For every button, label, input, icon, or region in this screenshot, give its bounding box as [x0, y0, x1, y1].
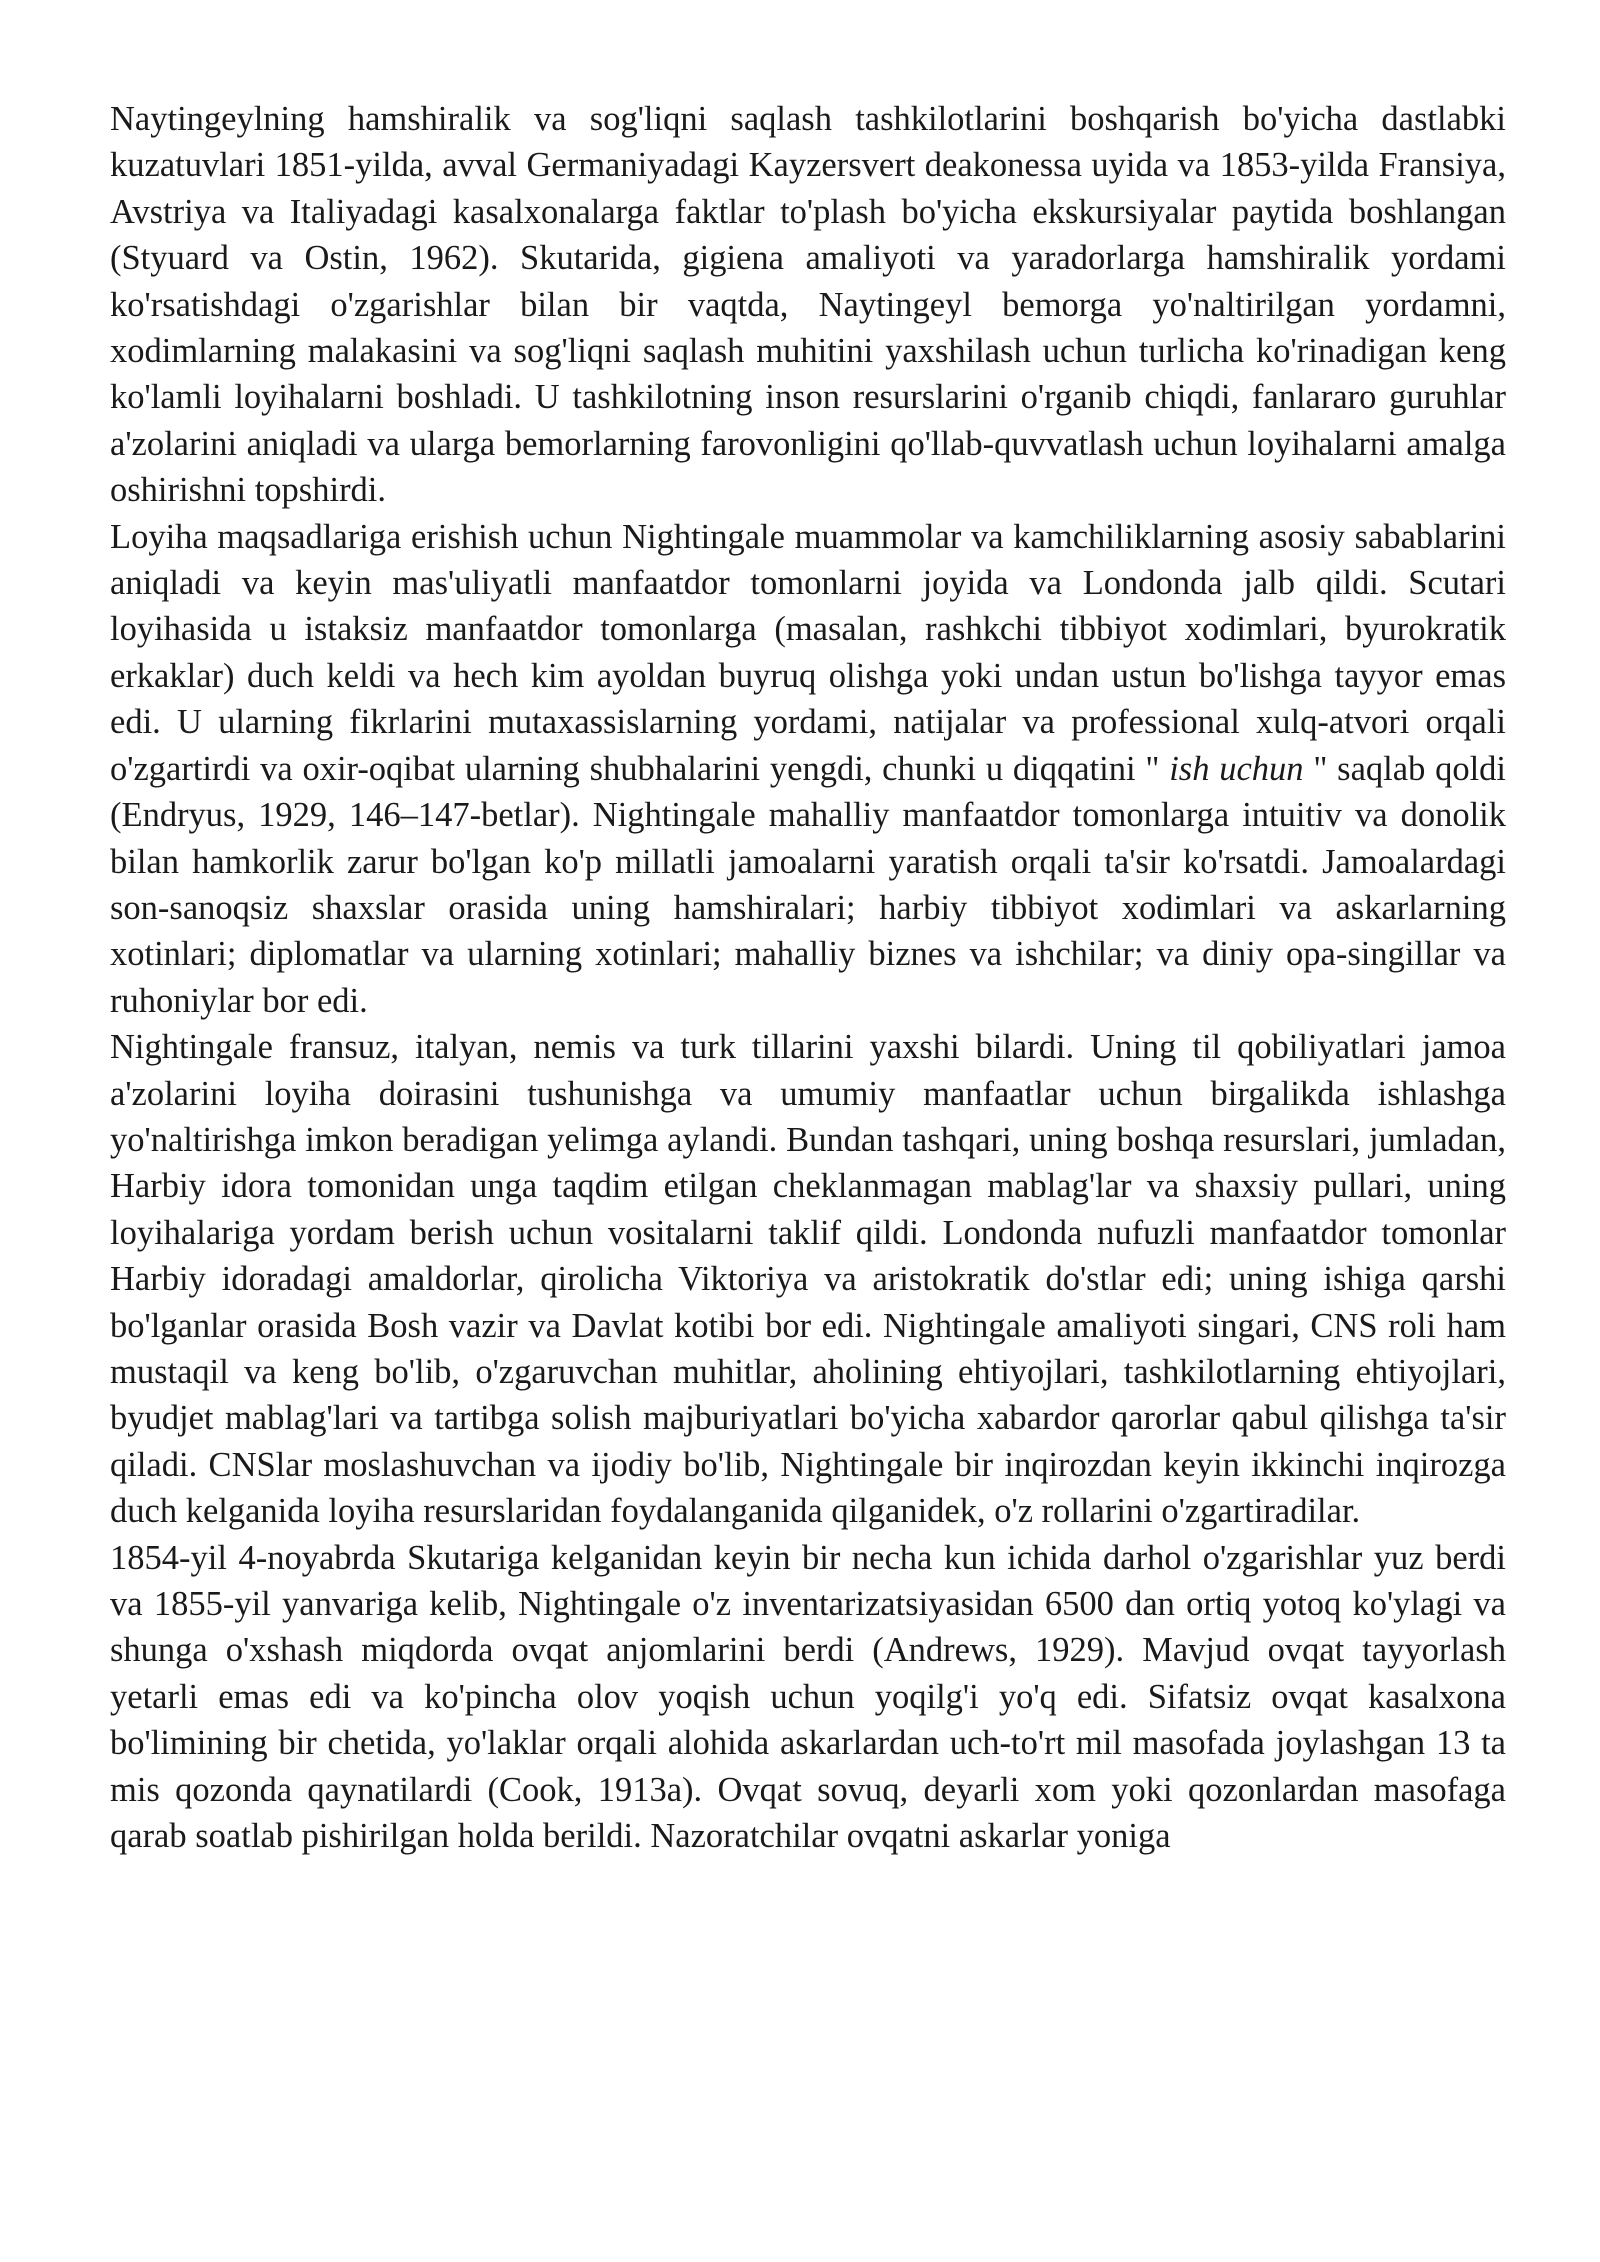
- paragraph-2-text-start: Loyiha maqsadlariga erishish uchun Nightingale muammolar va kamchiliklarning asosiy sabablarini aniqladi va keyin mas'uliyatli manfaatdor tomonlarni joyida va Londonda jalb qildi. Scutari loyihasida u istaksiz manfaatdor tomonlarga (masalan, rashkchi tibbiyot xodimlari, byurokratik erkaklar) duch keldi va hech kim ayoldan buyruq olishga yoki undan ustun bo'lishga tayyor emas edi. U ularning fikrlarini mutaxassislarning yordami, natijalar va professional xulq-atvori orqali o'zgartirdi va oxir-oqibat ularning shubhalarini yengdi, chunki u diqqatini ": [110, 517, 1506, 788]
- paragraph-2-text-end: " saqlab qoldi (Endryus, 1929, 146–147-betlar). Nightingale mahalliy manfaatdor tomonlarga intuitiv va donolik bilan hamkorlik zarur bo'lgan ko'p millatli jamoalarni yaratish orqali ta'sir ko'rsatdi. Jamoalardagi son-sanoqsiz shaxslar orasida uning hamshiralari; harbiy tibbiyot xodimlari va askarlarning xotinlari; diplomatlar va ularning xotinlari; mahalliy biznes va ishchilar; va diniy opa-singillar va ruhoniylar bor edi.: [110, 749, 1507, 1020]
- paragraph-1: Naytingeylning hamshiralik va sog'liqni saqlash tashkilotlarini boshqarish bo'yicha dastlabki kuzatuvlari 1851-yilda, avval Germaniyadagi Kayzersvert deakonessa uyida va 1853-yilda Fransiya, Avstriya va Italiyadagi kasalxonalarga faktlar to'plash bo'yicha ekskursiyalar paytida boshlangan (Styuard va Ostin, 1962). Skutarida, gigiena amaliyoti va yaradorlarga hamshiralik yordami ko'rsatishdagi o'zgarishlar bilan bir vaqtda, Naytingeyl bemorga yo'naltirilgan yordamni, xodimlarning malakasini va sog'liqni saqlash muhitini yaxshilash uchun turlicha ko'rinadigan keng ko'lamli loyihalarni boshladi. U tashkilotning inson resurslarini o'rganib chiqdi, fanlararo guruhlar a'zolarini aniqladi va ularga bemorlarning farovonligini qo'llab-quvvatlash uchun loyihalarni amalga oshirishni topshirdi.: [110, 100, 1506, 510]
- paragraph-4: 1854-yil 4-noyabrda Skutariga kelganidan keyin bir necha kun ichida darhol o'zgarishlar yuz berdi va 1855-yil yanvariga kelib, Nightingale o'z inventarizatsiyasidan 6500 dan ortiq yotoq ko'ylagi va shunga o'xshash miqdorda ovqat anjomlarini berdi (Andrews, 1929). Mavjud ovqat tayyorlash yetarli emas edi va ko'pincha olov yoqish uchun yoqilg'i yo'q edi. Sifatsiz ovqat kasalxona bo'limining bir chetida, yo'laklar orqali alohida askarlardan uch-to'rt mil masofada joylashgan 13 ta mis qozonda qaynatilardi (Cook, 1913a). Ovqat sovuq, deyarli xom yoki qozonlardan masofaga qarab soatlab pishirilgan holda berildi. Nazoratchilar ovqatni askarlar yoniga: [110, 1538, 1506, 1856]
- paragraph-3: Nightingale fransuz, italyan, nemis va turk tillarini yaxshi bilardi. Uning til qobiliyatlari jamoa a'zolarini loyiha doirasini tushunishga va umumiy manfaatlar uchun birgalikda ishlashga yo'naltirishga imkon beradigan yelimga aylandi. Bundan tashqari, uning boshqa resurslari, jumladan, Harbiy idora tomonidan unga taqdim etilgan cheklanmagan mablag'lar va shaxsiy pullari, uning loyihalariga yordam berish uchun vositalarni taklif qildi. Londonda nufuzli manfaatdor tomonlar Harbiy idoradagi amaldorlar, qirolicha Viktoriya va aristokratik do'stlar edi; uning ishiga qarshi bo'lganlar orasida Bosh vazir va Davlat kotibi bor edi. Nightingale amaliyoti singari, CNS roli ham mustaqil va keng bo'lib, o'zgaruvchan muhitlar, aholining ehtiyojlari, tashkilotlarning ehtiyojlari, byudjet mablag'lari va tartibga solish majburiyatlari bo'yicha xabardor qarorlar qabul qilishga ta'sir qiladi. CNSlar moslashuvchan va ijodiy bo'lib, Nightingale bir inqirozdan keyin ikkinchi inqirozga duch kelganida loyiha resurslaridan foydalanganida qilganidek, o'z rollarini o'zgartiradilar.: [110, 1028, 1506, 1531]
- paragraph-2-italic-phrase: ish uchun: [1169, 749, 1304, 788]
- document-page: [110, 96, 1506, 1859]
- paragraph-2: [110, 514, 1506, 1024]
